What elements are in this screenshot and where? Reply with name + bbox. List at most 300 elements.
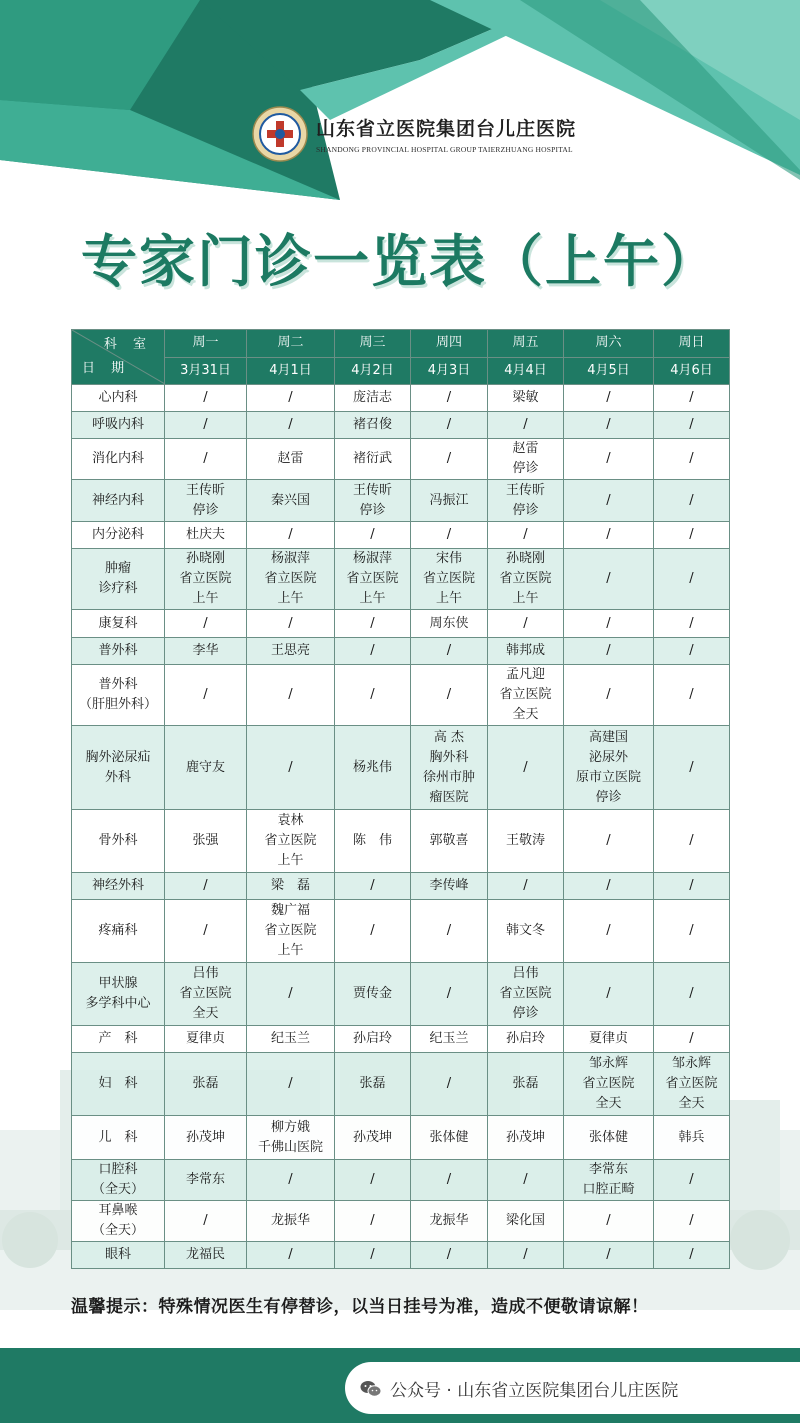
schedule-cell xyxy=(564,385,654,412)
doctor-entry: 上午 xyxy=(359,591,386,606)
doctor-entry: 省立医院 xyxy=(499,687,552,702)
schedule-cell xyxy=(247,665,335,726)
doctor-entry: / xyxy=(446,986,452,1001)
schedule-cell xyxy=(488,900,564,963)
doctor-entry: 省立医院 xyxy=(499,986,552,1001)
schedule-cell xyxy=(335,963,411,1026)
doctor-entry: / xyxy=(370,527,375,542)
doctor-entry: / xyxy=(288,687,293,702)
weekday-header: 周四 xyxy=(411,330,488,358)
schedule-cell xyxy=(488,610,564,638)
doctor-entry: 梁 磊 xyxy=(270,878,310,893)
doctor-entry: 张体健 xyxy=(588,1129,628,1145)
doctor-entry: / xyxy=(606,492,611,508)
schedule-cell xyxy=(654,522,730,549)
department-cell xyxy=(72,610,165,638)
schedule-cell xyxy=(335,385,411,412)
schedule-cell xyxy=(654,480,730,522)
doctor-entry: / xyxy=(203,878,208,893)
schedule-cell xyxy=(335,610,411,638)
table-row xyxy=(72,610,730,638)
department-name: 多学科中心 xyxy=(85,996,151,1011)
department-cell xyxy=(72,1201,165,1242)
table-row xyxy=(72,1242,730,1269)
table-row xyxy=(72,638,730,665)
weekday-header: 周五 xyxy=(488,330,564,358)
department-name: 甲状腺 xyxy=(98,976,138,991)
doctor-entry: 鹿守友 xyxy=(185,759,225,775)
department-cell xyxy=(72,726,165,810)
doctor-entry: / xyxy=(288,527,293,542)
doctor-entry: / xyxy=(370,1213,375,1228)
doctor-entry: 吕伟 xyxy=(192,966,219,981)
doctor-entry: / xyxy=(370,643,375,658)
schedule-cell xyxy=(488,385,564,412)
schedule-cell xyxy=(165,873,247,900)
department-name: 心内科 xyxy=(98,390,138,405)
department-cell xyxy=(72,1160,165,1201)
schedule-cell xyxy=(564,1201,654,1242)
department-cell xyxy=(72,439,165,480)
doctor-entry: 李华 xyxy=(192,643,219,658)
doctor-entry: 褚召俊 xyxy=(352,417,392,432)
doctor-entry: 龙振华 xyxy=(429,1213,469,1228)
schedule-cell xyxy=(411,726,488,810)
doctor-entry: 上午 xyxy=(277,943,304,958)
schedule-cell xyxy=(564,665,654,726)
doctor-entry: 原市立医院 xyxy=(575,769,641,785)
schedule-cell xyxy=(564,1053,654,1116)
doctor-entry: 王思亮 xyxy=(270,643,310,658)
department-name: 外科 xyxy=(104,769,131,785)
schedule-cell xyxy=(654,638,730,665)
schedule-cell xyxy=(247,963,335,1026)
schedule-cell xyxy=(654,665,730,726)
doctor-entry: 孟凡迎 xyxy=(505,667,545,682)
doctor-entry: 韩兵 xyxy=(678,1129,705,1145)
schedule-cell xyxy=(654,810,730,873)
doctor-entry: / xyxy=(606,687,611,702)
table-row xyxy=(72,412,730,439)
doctor-entry: 上午 xyxy=(277,591,304,606)
department-name: 普外科 xyxy=(98,643,138,658)
doctor-entry: / xyxy=(689,643,694,658)
date-header: 4月4日 xyxy=(488,357,564,385)
schedule-cell xyxy=(488,1201,564,1242)
schedule-cell xyxy=(411,1242,488,1269)
doctor-entry: 吕伟 xyxy=(512,966,539,981)
hospital-brand xyxy=(252,106,576,162)
doctor-entry: 徐州市肿 xyxy=(422,769,475,785)
schedule-cell xyxy=(654,412,730,439)
schedule-cell xyxy=(247,412,335,439)
doctor-entry: 柳方娥 xyxy=(270,1119,310,1135)
doctor-entry: 停诊 xyxy=(512,502,539,518)
doctor-entry: / xyxy=(203,615,208,631)
department-name: 眼科 xyxy=(104,1247,131,1262)
table-row xyxy=(72,1116,730,1160)
doctor-entry: 省立医院 xyxy=(346,571,399,586)
table-row xyxy=(72,900,730,963)
schedule-cell xyxy=(247,1116,335,1160)
department-cell xyxy=(72,1026,165,1053)
doctor-entry: / xyxy=(523,1172,528,1187)
doctor-entry: 秦兴国 xyxy=(270,492,310,508)
schedule-cell xyxy=(488,1160,564,1201)
schedule-cell xyxy=(488,810,564,873)
department-name: （全天） xyxy=(91,1223,144,1238)
doctor-entry: / xyxy=(689,615,694,631)
doctor-entry: 龙福民 xyxy=(185,1247,225,1262)
doctor-entry: 杨兆伟 xyxy=(352,759,392,775)
doctor-entry: 魏广福 xyxy=(270,903,310,918)
department-cell xyxy=(72,810,165,873)
doctor-entry: 郭敬喜 xyxy=(429,833,469,848)
schedule-cell xyxy=(564,549,654,610)
doctor-entry: / xyxy=(606,390,611,405)
schedule-cell xyxy=(654,1160,730,1201)
doctor-entry: 王传昕 xyxy=(505,482,545,498)
schedule-cell xyxy=(247,385,335,412)
weekday-header: 周三 xyxy=(335,330,411,358)
doctor-entry: 王传昕 xyxy=(352,482,392,498)
schedule-cell xyxy=(564,1242,654,1269)
doctor-entry: / xyxy=(370,878,375,893)
schedule-cell xyxy=(564,1160,654,1201)
schedule-cell xyxy=(335,1201,411,1242)
schedule-cell xyxy=(654,1201,730,1242)
schedule-cell xyxy=(165,810,247,873)
schedule-cell xyxy=(165,385,247,412)
schedule-cell xyxy=(247,480,335,522)
schedule-cell xyxy=(335,665,411,726)
table-row xyxy=(72,873,730,900)
department-cell xyxy=(72,963,165,1026)
doctor-entry: 高 杰 xyxy=(433,729,465,745)
department-name: （肝胆外科） xyxy=(78,697,157,712)
date-header: 4月2日 xyxy=(335,357,411,385)
corner-date-label: 日 期 xyxy=(82,361,131,376)
department-name: 妇 科 xyxy=(98,1076,138,1091)
doctor-entry: / xyxy=(689,1247,694,1262)
doctor-entry: 夏律贞 xyxy=(185,1031,225,1046)
schedule-cell xyxy=(335,1160,411,1201)
doctor-entry: / xyxy=(523,1247,528,1262)
doctor-entry: / xyxy=(446,1247,452,1262)
schedule-cell xyxy=(564,439,654,480)
schedule-cell xyxy=(165,439,247,480)
doctor-entry: / xyxy=(606,923,611,938)
doctor-entry: 赵雷 xyxy=(512,441,539,456)
table-row xyxy=(72,549,730,610)
schedule-cell xyxy=(335,1242,411,1269)
schedule-cell xyxy=(165,1160,247,1201)
doctor-entry: 韩文冬 xyxy=(505,923,545,938)
department-name: 诊疗科 xyxy=(98,581,138,596)
schedule-cell xyxy=(654,1242,730,1269)
schedule-cell xyxy=(247,1160,335,1201)
weekday-header: 周二 xyxy=(247,330,335,358)
table-row xyxy=(72,963,730,1026)
doctor-entry: / xyxy=(370,615,375,631)
schedule-cell xyxy=(411,549,488,610)
doctor-entry: 李传峰 xyxy=(429,878,469,893)
doctor-entry: / xyxy=(446,417,452,432)
schedule-cell xyxy=(335,522,411,549)
doctor-entry: / xyxy=(288,1247,293,1262)
department-cell xyxy=(72,522,165,549)
schedule-cell xyxy=(654,963,730,1026)
doctor-entry: 陈 伟 xyxy=(352,833,392,848)
doctor-entry: 周东侠 xyxy=(429,615,469,631)
department-name: 内分泌科 xyxy=(91,527,144,542)
doctor-entry: / xyxy=(523,527,528,542)
doctor-entry: 邹永辉 xyxy=(588,1056,628,1071)
schedule-cell xyxy=(411,1201,488,1242)
doctor-entry: 全天 xyxy=(192,1006,219,1021)
doctor-entry: / xyxy=(288,1172,293,1187)
schedule-cell xyxy=(564,726,654,810)
schedule-cell xyxy=(247,610,335,638)
table-row xyxy=(72,810,730,873)
schedule-cell xyxy=(488,873,564,900)
doctor-entry: 省立医院 xyxy=(264,571,317,586)
doctor-entry: / xyxy=(689,527,694,542)
weekday-header: 周六 xyxy=(564,330,654,358)
schedule-cell xyxy=(247,900,335,963)
doctor-entry: 张体健 xyxy=(429,1129,469,1145)
table-corner-header xyxy=(72,330,165,385)
doctor-entry: 上午 xyxy=(512,591,539,606)
doctor-entry: / xyxy=(203,1213,208,1228)
schedule-cell xyxy=(411,810,488,873)
department-cell xyxy=(72,385,165,412)
schedule-cell xyxy=(564,522,654,549)
schedule-cell xyxy=(247,1053,335,1116)
schedule-cell xyxy=(165,412,247,439)
schedule-cell xyxy=(488,638,564,665)
doctor-entry: 省立医院 xyxy=(499,571,552,586)
department-cell xyxy=(72,412,165,439)
schedule-cell xyxy=(335,1026,411,1053)
doctor-entry: 瘤医院 xyxy=(429,789,469,805)
department-cell xyxy=(72,1116,165,1160)
date-header: 4月3日 xyxy=(411,357,488,385)
doctor-entry: 胸外科 xyxy=(429,749,469,765)
doctor-entry: 孙启玲 xyxy=(505,1031,545,1046)
doctor-entry: / xyxy=(606,417,611,432)
schedule-cell xyxy=(165,1026,247,1053)
doctor-entry: / xyxy=(523,417,528,432)
schedule-cell xyxy=(564,963,654,1026)
doctor-entry: 口腔正畸 xyxy=(582,1182,635,1197)
doctor-entry: 张磊 xyxy=(512,1076,539,1091)
weekday-header: 周日 xyxy=(654,330,730,358)
doctor-entry: / xyxy=(689,923,694,938)
doctor-entry: 停诊 xyxy=(192,502,219,518)
schedule-cell xyxy=(564,638,654,665)
doctor-entry: / xyxy=(689,417,694,432)
schedule-cell xyxy=(335,900,411,963)
department-cell xyxy=(72,665,165,726)
hospital-name-en: SHANDONG PROVINCIAL HOSPITAL GROUP TAIERZHUANG HOSPITAL xyxy=(316,145,573,154)
schedule-cell xyxy=(335,810,411,873)
schedule-cell xyxy=(165,1201,247,1242)
table-row xyxy=(72,439,730,480)
schedule-cell xyxy=(165,963,247,1026)
doctor-entry: / xyxy=(446,527,452,542)
schedule-cell xyxy=(488,963,564,1026)
doctor-entry: 孙茂坤 xyxy=(185,1129,225,1145)
schedule-cell xyxy=(654,385,730,412)
doctor-entry: 上午 xyxy=(192,591,219,606)
schedule-cell xyxy=(411,873,488,900)
schedule-cell xyxy=(411,1026,488,1053)
schedule-cell xyxy=(564,810,654,873)
department-name: 骨外科 xyxy=(98,833,138,848)
doctor-entry: 泌尿外 xyxy=(588,749,628,765)
schedule-cell xyxy=(335,439,411,480)
department-name: 神经内科 xyxy=(91,492,144,508)
footer-account[interactable] xyxy=(360,1376,678,1401)
doctor-entry: / xyxy=(606,833,611,848)
schedule-cell xyxy=(165,1242,247,1269)
doctor-entry: 褚衍武 xyxy=(352,451,392,466)
doctor-entry: 杜庆夫 xyxy=(185,527,225,542)
doctor-entry: / xyxy=(370,1247,375,1262)
doctor-entry: / xyxy=(689,986,694,1001)
schedule-cell xyxy=(247,810,335,873)
department-cell xyxy=(72,480,165,522)
doctor-entry: / xyxy=(689,390,694,405)
department-cell xyxy=(72,1053,165,1116)
department-cell xyxy=(72,873,165,900)
table-row xyxy=(72,726,730,810)
schedule-cell xyxy=(411,963,488,1026)
notice-text: 温馨提示：特殊情况医生有停替诊，以当日挂号为准，造成不便敬请谅解！ xyxy=(71,1297,649,1317)
department-name: 神经外科 xyxy=(91,878,144,893)
schedule-cell xyxy=(165,610,247,638)
date-header: 4月1日 xyxy=(247,357,335,385)
table-row xyxy=(72,522,730,549)
schedule-cell xyxy=(654,900,730,963)
schedule-table xyxy=(71,329,730,1269)
schedule-cell xyxy=(411,522,488,549)
doctor-entry: 全天 xyxy=(678,1096,705,1111)
schedule-cell xyxy=(247,638,335,665)
schedule-cell xyxy=(247,873,335,900)
schedule-cell xyxy=(165,1053,247,1116)
schedule-cell xyxy=(488,480,564,522)
schedule-cell xyxy=(411,1116,488,1160)
doctor-entry: / xyxy=(446,390,452,405)
schedule-cell xyxy=(411,480,488,522)
department-name: 耳鼻喉 xyxy=(98,1203,138,1218)
schedule-cell xyxy=(564,610,654,638)
doctor-entry: 省立医院 xyxy=(264,833,317,848)
schedule-cell xyxy=(335,638,411,665)
wechat-icon xyxy=(360,1380,382,1398)
schedule-cell xyxy=(411,1160,488,1201)
schedule-cell xyxy=(247,439,335,480)
schedule-cell xyxy=(488,1116,564,1160)
schedule-cell xyxy=(247,549,335,610)
doctor-entry: / xyxy=(689,1213,694,1228)
doctor-entry: 孙茂坤 xyxy=(352,1129,392,1145)
doctor-entry: / xyxy=(689,878,694,893)
doctor-entry: / xyxy=(689,1172,694,1187)
doctor-entry: 冯振江 xyxy=(429,492,469,508)
department-name: （全天） xyxy=(91,1182,144,1197)
doctor-entry: / xyxy=(523,878,528,893)
table-row xyxy=(72,1053,730,1116)
doctor-entry: / xyxy=(689,451,694,466)
schedule-cell xyxy=(411,385,488,412)
table-row xyxy=(72,1160,730,1201)
doctor-entry: / xyxy=(446,687,452,702)
department-name: 产 科 xyxy=(98,1031,138,1046)
hospital-logo-icon xyxy=(252,106,308,162)
doctor-entry: 贾传金 xyxy=(352,986,392,1001)
schedule-cell xyxy=(488,412,564,439)
doctor-entry: 纪玉兰 xyxy=(429,1031,469,1046)
department-name: 儿 科 xyxy=(98,1129,138,1145)
doctor-entry: 宋伟 xyxy=(435,551,462,566)
doctor-entry: 张强 xyxy=(192,833,219,848)
doctor-entry: / xyxy=(606,451,611,466)
department-name: 口腔科 xyxy=(98,1162,138,1177)
schedule-cell xyxy=(411,638,488,665)
doctor-entry: / xyxy=(203,390,208,405)
department-cell xyxy=(72,1242,165,1269)
department-name: 胸外泌尿疝 xyxy=(85,749,151,765)
doctor-entry: 高建国 xyxy=(588,729,628,745)
schedule-cell xyxy=(654,610,730,638)
doctor-entry: 张磊 xyxy=(359,1076,386,1091)
schedule-cell xyxy=(564,412,654,439)
schedule-cell xyxy=(165,480,247,522)
table-row xyxy=(72,385,730,412)
doctor-entry: 孙启玲 xyxy=(352,1031,392,1046)
doctor-entry: / xyxy=(446,1076,452,1091)
doctor-entry: / xyxy=(446,923,452,938)
doctor-entry: / xyxy=(370,687,375,702)
schedule-cell xyxy=(411,439,488,480)
doctor-entry: 停诊 xyxy=(359,502,386,518)
doctor-entry: / xyxy=(288,986,293,1001)
doctor-entry: / xyxy=(203,687,208,702)
doctor-entry: / xyxy=(446,451,452,466)
schedule-cell xyxy=(247,1026,335,1053)
schedule-cell xyxy=(564,900,654,963)
schedule-cell xyxy=(165,638,247,665)
doctor-entry: 杨淑萍 xyxy=(270,551,310,566)
department-name: 呼吸内科 xyxy=(91,417,144,432)
schedule-cell xyxy=(654,1026,730,1053)
doctor-entry: 张磊 xyxy=(192,1076,219,1091)
doctor-entry: / xyxy=(606,527,611,542)
corner-dept-label: 科 室 xyxy=(103,337,152,352)
doctor-entry: 杨淑萍 xyxy=(352,551,392,566)
doctor-entry: 韩邦成 xyxy=(505,643,545,658)
doctor-entry: 孙晓刚 xyxy=(505,551,545,566)
doctor-entry: / xyxy=(370,923,375,938)
schedule-cell xyxy=(488,439,564,480)
footer xyxy=(0,1348,800,1423)
department-name: 消化内科 xyxy=(91,451,144,466)
schedule-cell xyxy=(247,726,335,810)
doctor-entry: / xyxy=(606,615,611,631)
